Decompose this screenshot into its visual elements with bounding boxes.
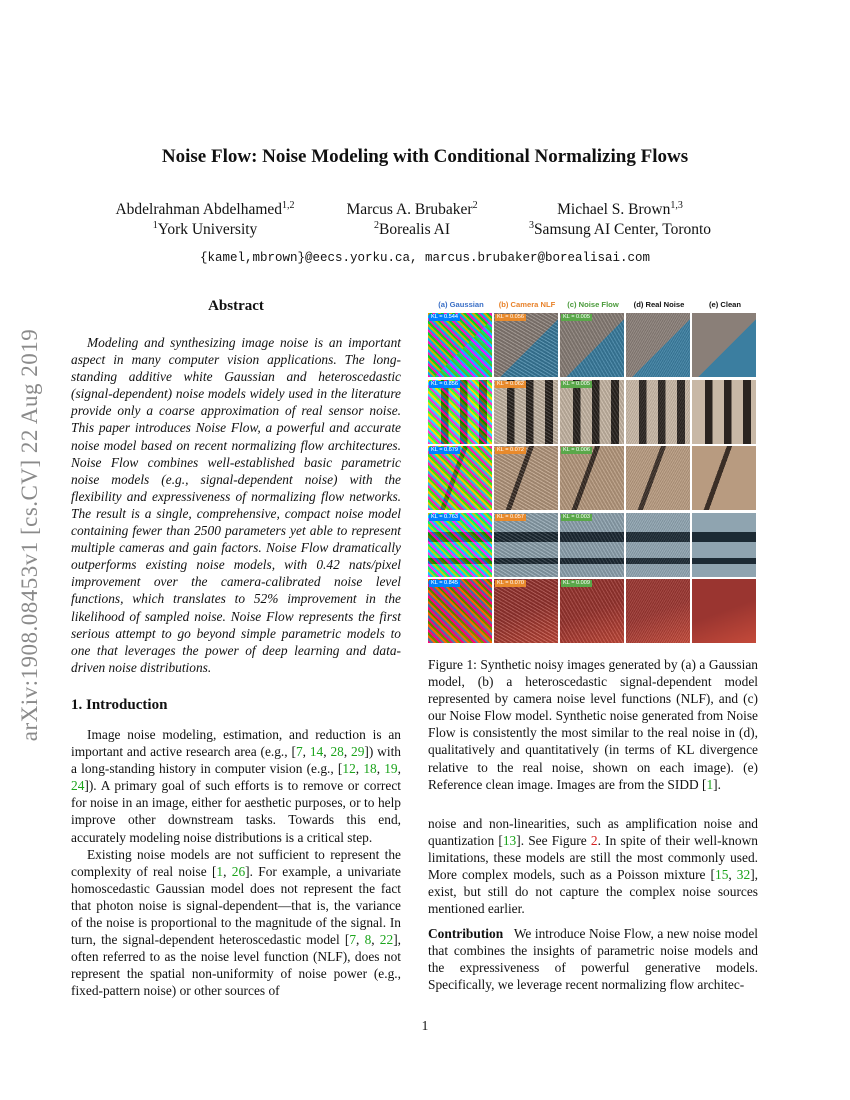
- kl-divergence-label: KL = 0.070: [497, 580, 525, 586]
- author-3: Michael S. Brown$^{1,3}$ $^3$Samsung AI Center, Toronto: [528, 199, 712, 238]
- kl-divergence-label: KL = 0.056: [497, 314, 525, 320]
- citation-link[interactable]: 32: [736, 867, 751, 883]
- abstract-heading: Abstract: [208, 298, 264, 314]
- kl-divergence-label: KL = 0.005: [563, 380, 591, 387]
- figure-column-headers: [428, 298, 758, 312]
- kl-divergence-label: KL = 0.072: [497, 447, 525, 453]
- citation-link[interactable]: 7: [295, 744, 303, 760]
- figure-ref-link[interactable]: 2: [590, 833, 598, 849]
- intro-heading: 1. Introduction: [71, 697, 168, 713]
- citation-link[interactable]: 22: [379, 932, 394, 948]
- kl-divergence-label: KL = 0.679: [431, 447, 459, 453]
- figure-patch: [626, 513, 690, 577]
- figure-patch: [560, 313, 624, 377]
- figure-patch: [626, 446, 690, 510]
- author-emails: {kamel,mbrown}@eecs.yorku.ca, marcus.brubaker@borealisai.com: [199, 251, 651, 265]
- figure-patch: [428, 579, 492, 643]
- intro-body: [71, 726, 401, 1000]
- kl-divergence-label: KL = 0.005: [563, 314, 591, 320]
- citation-link[interactable]: 18: [363, 761, 377, 777]
- contribution-label: Contribution: [428, 926, 504, 941]
- figure-col-gaussian: (a) Gaussian: [438, 300, 484, 309]
- kl-divergence-label: KL = 0.856: [431, 380, 459, 387]
- citation-link[interactable]: 26: [231, 863, 246, 879]
- figure-patch: [692, 446, 756, 510]
- kl-divergence-label: KL = 0.763: [431, 513, 459, 520]
- figure-patch: [626, 313, 690, 377]
- contribution-text: Contribution We introduce Noise Flow, a new noise model that combines the insights of parametric noise models and the expressiveness of powerful generative models. Specifically, we leverage recent normalizing flow architec-: [428, 926, 759, 993]
- figure-patch: [428, 380, 492, 444]
- figure-col-real-noise: (d) Real Noise: [633, 300, 685, 309]
- citation-link[interactable]: 7: [349, 932, 357, 948]
- kl-divergence-label: KL = 0.544: [431, 314, 459, 320]
- figure-1-caption: Figure 1: Synthetic noisy images generated by (a) a Gaussian model, (b) a heteroscedastic signal-dependent model represented by camera noise level functions (NLF), and (c) our Noise Flow model. Synthetic noise generated from Noise Flow is consistently the most similar to the real noise in (d), qualitatively and quantitatively (in terms of KL divergence relative to the real noise, shown on each image). (e) Reference clean image. Images are from the SIDD [1].: [428, 657, 758, 792]
- intro-paragraph-2: Existing noise models are not sufficient to represent the complexity of real noise [1, 26]. For example, a univariate homoscedastic Gaussian model does not represent the fact that photon noise is signal-dependent—that is, the variance of the noise is proportional to the magnitude of the signal. In turn, the signal-dependent heteroscedastic model [7, 8, 22], often referred to as the noise level function (NLF), does not represent the spatial non-uniformity of noise power (e.g., fixed-pattern noise) or other sources of: [71, 846, 401, 999]
- figure-col-noise-flow: (c) Noise Flow: [567, 300, 619, 309]
- figure-patch: [428, 446, 492, 510]
- author-2: Marcus A. Brubaker$^2$ $^2$Borealis AI: [346, 199, 478, 238]
- citation-link[interactable]: 1: [216, 863, 224, 879]
- citation-link[interactable]: 12: [342, 761, 356, 777]
- page-number: 1: [421, 1018, 429, 1033]
- figure-patch: [428, 513, 492, 577]
- figure-col-clean: (e) Clean: [708, 300, 742, 309]
- figure-image-grid: [428, 313, 758, 643]
- figure-patch: [494, 446, 558, 510]
- right-column-paragraph: [428, 815, 758, 918]
- figure-patch: [428, 313, 492, 377]
- kl-divergence-label: KL = 0.062: [497, 380, 525, 387]
- abstract-text: Modeling and synthesizing image noise is an important aspect in many computer vision applications. The long-standing additive white Gaussian and heteroscedastic (signal-dependent) noise models widely used in the literature provide only a coarse approximation of real sensor noise. This paper introduces Noise Flow, a powerful and accurate noise model based on recent normalizing flow architectures. Noise Flow combines well-established basic parametric noise models (e.g., signal-dependent noise) with the flexibility and expressiveness of normalizing flow networks. The result is a single, comprehensive, compact noise model containing fewer than 2500 parameters yet able to represent multiple cameras and gain factors. Noise Flow dramatically outperforms existing noise models, with 0.42 nats/pixel improvement over the camera-calibrated noise level functions, which translates to 52% improvement in the likelihood of sampled noise. Noise Flow represents the first serious attempt to go beyond simple parametric models to one that leverages the power of deep learning and data-driven noise distributions.: [71, 335, 401, 675]
- citation-link[interactable]: 15: [715, 867, 729, 883]
- noise-sources-paragraph: noise and non-linearities, such as amplification noise and quantization [13]. See Figure 2. In spite of their well-known limitations, these models are still the most commonly used. More complex models, such as a Poisson mixture [15, 32], exist, but still do not capture the complex noise sources mentioned earlier.: [428, 816, 758, 917]
- figure-patch: [560, 513, 624, 577]
- kl-divergence-label: KL = 0.006: [563, 447, 591, 453]
- figure-patch: [692, 313, 756, 377]
- figure-patch: [692, 579, 756, 643]
- author-1: Abdelrahman Abdelhamed$^{1,2}$ $^1$York University: [115, 199, 295, 238]
- figure-patch: [494, 513, 558, 577]
- figure-patch: [626, 579, 690, 643]
- citation-link[interactable]: 14: [309, 744, 324, 760]
- kl-divergence-label: KL = 0.009: [563, 580, 591, 586]
- citation-link[interactable]: 13: [502, 833, 517, 849]
- citation-link[interactable]: 24: [71, 778, 85, 794]
- figure-col-camera-nlf: (b) Camera NLF: [498, 300, 556, 309]
- citation-link[interactable]: 1: [706, 776, 714, 792]
- figure-patch: [626, 380, 690, 444]
- figure-patch: [692, 513, 756, 577]
- kl-divergence-label: KL = 0.057: [497, 513, 525, 520]
- figure-patch: [560, 579, 624, 643]
- figure-patch: [494, 579, 558, 643]
- figure-patch: [560, 446, 624, 510]
- paper-title: Noise Flow: Noise Modeling with Conditional Normalizing Flows: [161, 146, 689, 167]
- figure-1: [428, 298, 758, 643]
- intro-paragraph-1: Image noise modeling, estimation, and reduction is an important and active research area (e.g., [7, 14, 28, 29]) with a long-standing history in computer vision (e.g., [12, 18, 19, 24]). A primary goal of such efforts is to remove or correct for noise in an image, either for aesthetic purposes, or to help improve other downstream tasks. Towards this end, accurately modeling noise distributions is a critical step.: [71, 727, 401, 845]
- contribution-paragraph: [428, 925, 758, 993]
- citation-link[interactable]: 29: [351, 744, 365, 760]
- figure-patch: [692, 380, 756, 444]
- kl-divergence-label: KL = 0.845: [431, 580, 459, 586]
- kl-divergence-label: KL = 0.003: [563, 513, 591, 520]
- arxiv-id: arXiv:1908.08453v1 [cs.CV] 22 Aug 2019: [17, 328, 42, 742]
- figure-patch: [494, 313, 558, 377]
- citation-link[interactable]: 28: [330, 744, 344, 760]
- arxiv-stamp: [10, 290, 50, 780]
- figure-patch: [494, 380, 558, 444]
- citation-link[interactable]: 8: [364, 932, 372, 948]
- citation-link[interactable]: 19: [384, 761, 398, 777]
- figure-patch: [560, 380, 624, 444]
